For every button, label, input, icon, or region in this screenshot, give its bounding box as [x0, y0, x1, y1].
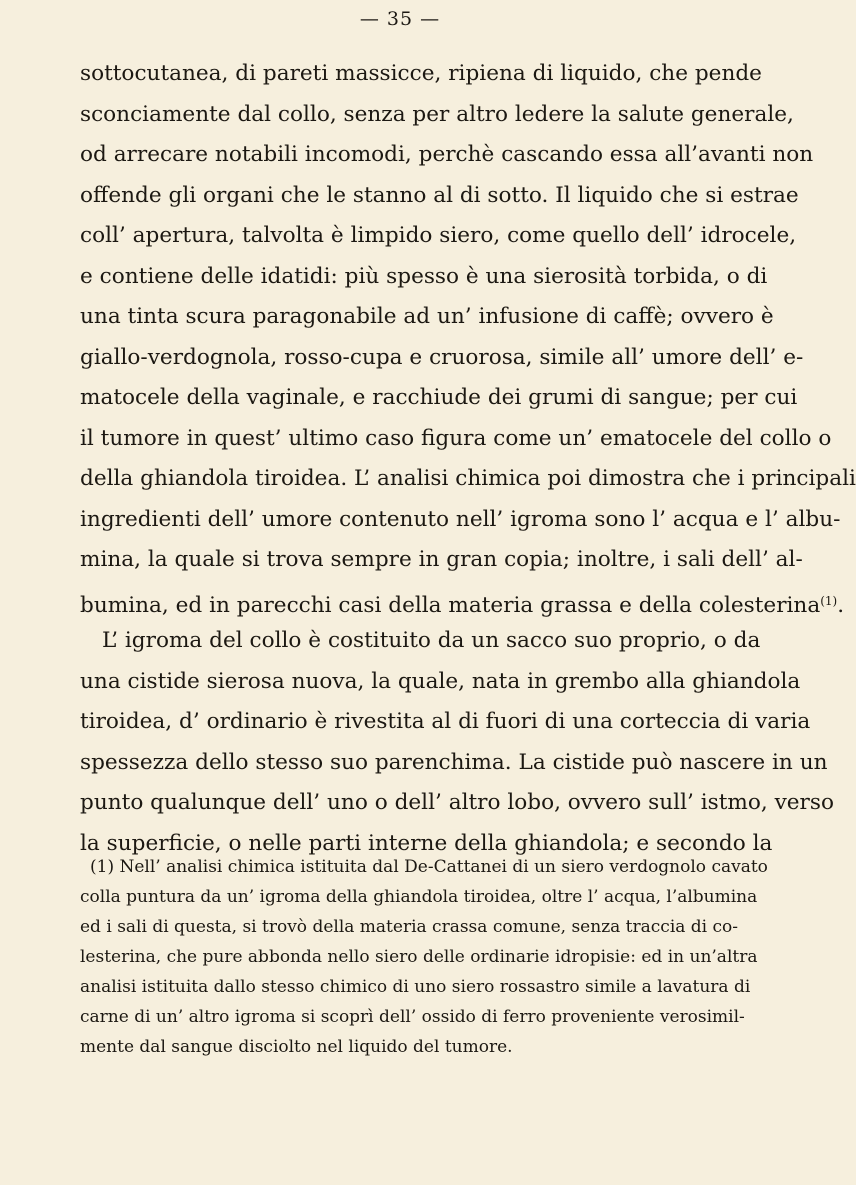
text-line: giallo-verdognola, rosso-cupa e cruorosa, simile all’ umore dell’ e- [80, 344, 804, 370]
footnote-line: lesterina, che pure abbonda nello siero delle ordinarie idropisie: ed in un’altra [80, 947, 758, 967]
footnote [80, 852, 768, 1062]
footnote-line: ed i sali di questa, si trovò della materia crassa comune, senza traccia di co- [80, 917, 739, 937]
paragraph-start-line: L’ igroma del collo è costituito da un sacco suo proprio, o da [102, 628, 761, 653]
footnote-line: colla puntura da un’ igroma della ghiandola tiroidea, oltre l’ acqua, l’albumina [80, 887, 758, 907]
text-line: sottocutanea, di pareti massicce, ripiena di liquido, che pende [80, 61, 762, 86]
text-line: della ghiandola tiroidea. L’ analisi chimica poi dimostra che i principali [80, 466, 856, 491]
text-line: matocele della vaginale, e racchiude dei grumi di sangue; per cui [80, 385, 798, 410]
text-line: spessezza dello stesso suo parenchima. La cistide può nascere in un [80, 749, 828, 775]
footnote-line: carne di un’ altro igroma si scoprì dell’ ossido di ferro proveniente verosimil- [80, 1007, 745, 1027]
text-line: il tumore in quest’ ultimo caso figura come un’ ematocele del collo o [80, 425, 832, 451]
sentence-end: . [837, 592, 845, 618]
text-line: mina, la quale si trova sempre in gran copia; inoltre, i sali dell’ al- [80, 547, 803, 572]
text-line: sconciamente dal collo, senza per altro ledere la salute generale, [80, 101, 794, 127]
text-line: e contiene delle idatidi: più spesso è una sierosità torbida, o di [80, 263, 768, 289]
text-line: una cistide sierosa nuova, la quale, nata in grembo alla ghiandola [80, 668, 801, 694]
text-line: offende gli organi che le stanno al di sotto. Il liquido che si estrae [80, 182, 799, 208]
text-line: una tinta scura paragonabile ad un’ infusione di caffè; ovvero è [80, 304, 774, 329]
text-line-with-footnote-ref [80, 581, 845, 622]
footnote-line: analisi istituita dallo stesso chimico di uno siero rossastro simile a lavatura di [80, 977, 751, 997]
text-line: ingredienti dell’ umore contenuto nell’ igroma sono l’ acqua e l’ albu- [80, 506, 841, 532]
page-number: — 35 — [359, 8, 441, 30]
text-line: tiroidea, d’ ordinario è rivestita al di fuori di una corteccia di varia [80, 709, 811, 734]
text-line: la superficie, o nelle parti interne della ghiandola; e secondo la [80, 830, 773, 856]
footnote-reference: (1) [820, 593, 838, 608]
text-line: punto qualunque dell’ uno o dell’ altro lobo, ovvero sull’ istmo, verso [80, 790, 834, 815]
footnote-line: mente dal sangue disciolto nel liquido del tumore. [80, 1037, 513, 1057]
text-line: coll’ apertura, talvolta è limpido siero, come quello dell’ idrocele, [80, 223, 797, 248]
text-line: bumina, ed in parecchi casi della materia grassa e della colesterina [80, 592, 821, 618]
text-line: od arrecare notabili incomodi, perchè cascando essa all’avanti non [80, 142, 814, 167]
footnote-line: (1) Nell’ analisi chimica istituita dal De-Cattanei di un siero verdognolo cavato [90, 857, 768, 877]
main-text [80, 54, 856, 864]
